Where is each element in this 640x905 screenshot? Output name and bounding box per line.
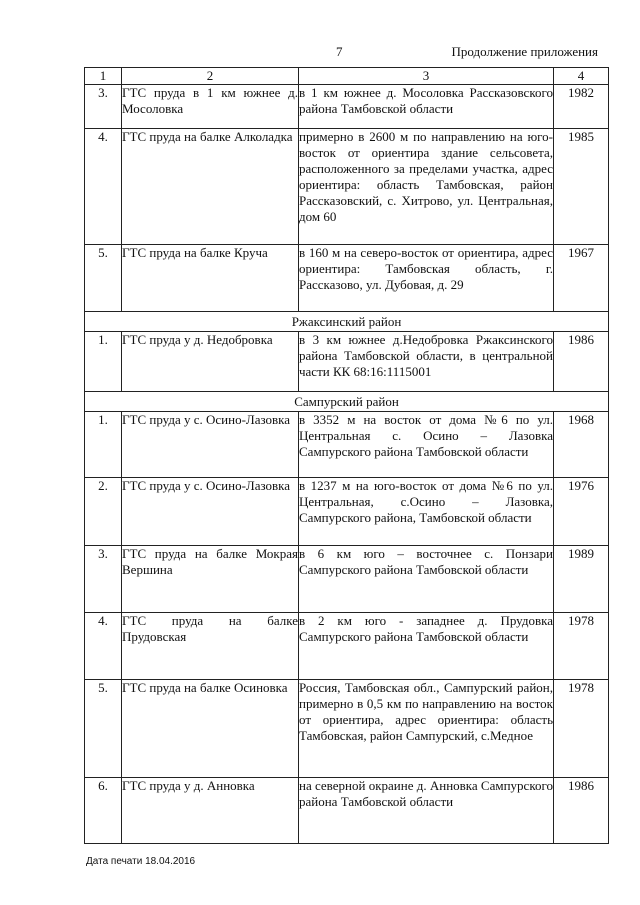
facilities-table [84, 67, 609, 844]
commission-year: 1985 [554, 129, 609, 245]
table-row [85, 680, 609, 778]
district-row [85, 312, 609, 332]
facility-name: ГТС пруда у д. Недобровка [122, 332, 299, 392]
table-row [85, 613, 609, 680]
commission-year: 1968 [554, 412, 609, 478]
row-number: 4. [85, 129, 122, 245]
row-number: 4. [85, 613, 122, 680]
print-date: Дата печати 18.04.2016 [86, 856, 196, 867]
commission-year: 1986 [554, 332, 609, 392]
facility-location: в 1 км южнее д. Мосоловка Рассказовского района Тамбовской области [299, 85, 554, 129]
facility-location: в 160 м на северо-восток от ориентира, адрес ориентира: Тамбовская область, г. Рассказово, ул. Дубовая, д. 29 [299, 245, 554, 312]
facility-location: на северной окраине д. Анновка Сампурского района Тамбовской области [299, 778, 554, 844]
row-number: 2. [85, 478, 122, 546]
row-number: 3. [85, 546, 122, 613]
table-row [85, 478, 609, 546]
commission-year: 1978 [554, 680, 609, 778]
commission-year: 1989 [554, 546, 609, 613]
facility-location: примерно в 2600 м по направлению на юго-восток от ориентира здание сельсовета, расположенного за пределами участка, адрес ориентира: область Тамбовская, район Рассказовский, с. Хитрово, ул. Центральная, дом 60 [299, 129, 554, 245]
commission-year: 1976 [554, 478, 609, 546]
district-name: Сампурский район [85, 392, 609, 412]
column-number: 2 [122, 68, 299, 85]
table-row [85, 332, 609, 392]
district-name: Ржаксинский район [85, 312, 609, 332]
table-row [85, 129, 609, 245]
row-number: 1. [85, 332, 122, 392]
district-row [85, 392, 609, 412]
facility-name: ГТС пруда у с. Осино-Лазовка [122, 412, 299, 478]
row-number: 1. [85, 412, 122, 478]
column-number: 3 [299, 68, 554, 85]
table-row [85, 412, 609, 478]
facility-location: в 3 км южнее д.Недобровка Ржаксинского района Тамбовской области, в центральной части КК 68:16:1115001 [299, 332, 554, 392]
facility-location: Россия, Тамбовская обл., Сампурский район, примерно в 0,5 км по направлению на восток от ориентира, адрес ориентира: область Тамбовская, район Сампурский, с.Медное [299, 680, 554, 778]
facility-name: ГТС пруда у д. Анновка [122, 778, 299, 844]
column-number: 4 [554, 68, 609, 85]
row-number: 5. [85, 245, 122, 312]
facility-name: ГТС пруда на балке Круча [122, 245, 299, 312]
commission-year: 1986 [554, 778, 609, 844]
commission-year: 1978 [554, 613, 609, 680]
table-row [85, 85, 609, 129]
column-number: 1 [85, 68, 122, 85]
column-number-row [85, 68, 609, 85]
facility-name: ГТС пруда в 1 км южнее д. Мосоловка [122, 85, 299, 129]
facility-location: в 2 км юго - западнее д. Прудовка Сампурского района Тамбовской области [299, 613, 554, 680]
facility-name: ГТС пруда на балке Осиновка [122, 680, 299, 778]
table-row [85, 778, 609, 844]
continuation-label: Продолжение приложения [451, 44, 598, 59]
commission-year: 1982 [554, 85, 609, 129]
facility-location: в 6 км юго – восточнее с. Понзари Сампурского района Тамбовской области [299, 546, 554, 613]
row-number: 5. [85, 680, 122, 778]
row-number: 6. [85, 778, 122, 844]
row-number: 3. [85, 85, 122, 129]
facility-name: ГТС пруда на балке Прудовская [122, 613, 299, 680]
facility-name: ГТС пруда на балке Алколадка [122, 129, 299, 245]
facility-location: в 1237 м на юго-восток от дома №6 по ул. Центральная, с.Осино – Лазовка, Сампурского района, Тамбовской области [299, 478, 554, 546]
table-row [85, 245, 609, 312]
facility-location: в 3352 м на восток от дома №6 по ул. Центральная с. Осино – Лазовка Сампурского района Тамбовской области [299, 412, 554, 478]
table-row [85, 546, 609, 613]
facility-name: ГТС пруда на балке Мокрая Вершина [122, 546, 299, 613]
commission-year: 1967 [554, 245, 609, 312]
facility-name: ГТС пруда у с. Осино-Лазовка [122, 478, 299, 546]
page-number: 7 [336, 44, 343, 59]
